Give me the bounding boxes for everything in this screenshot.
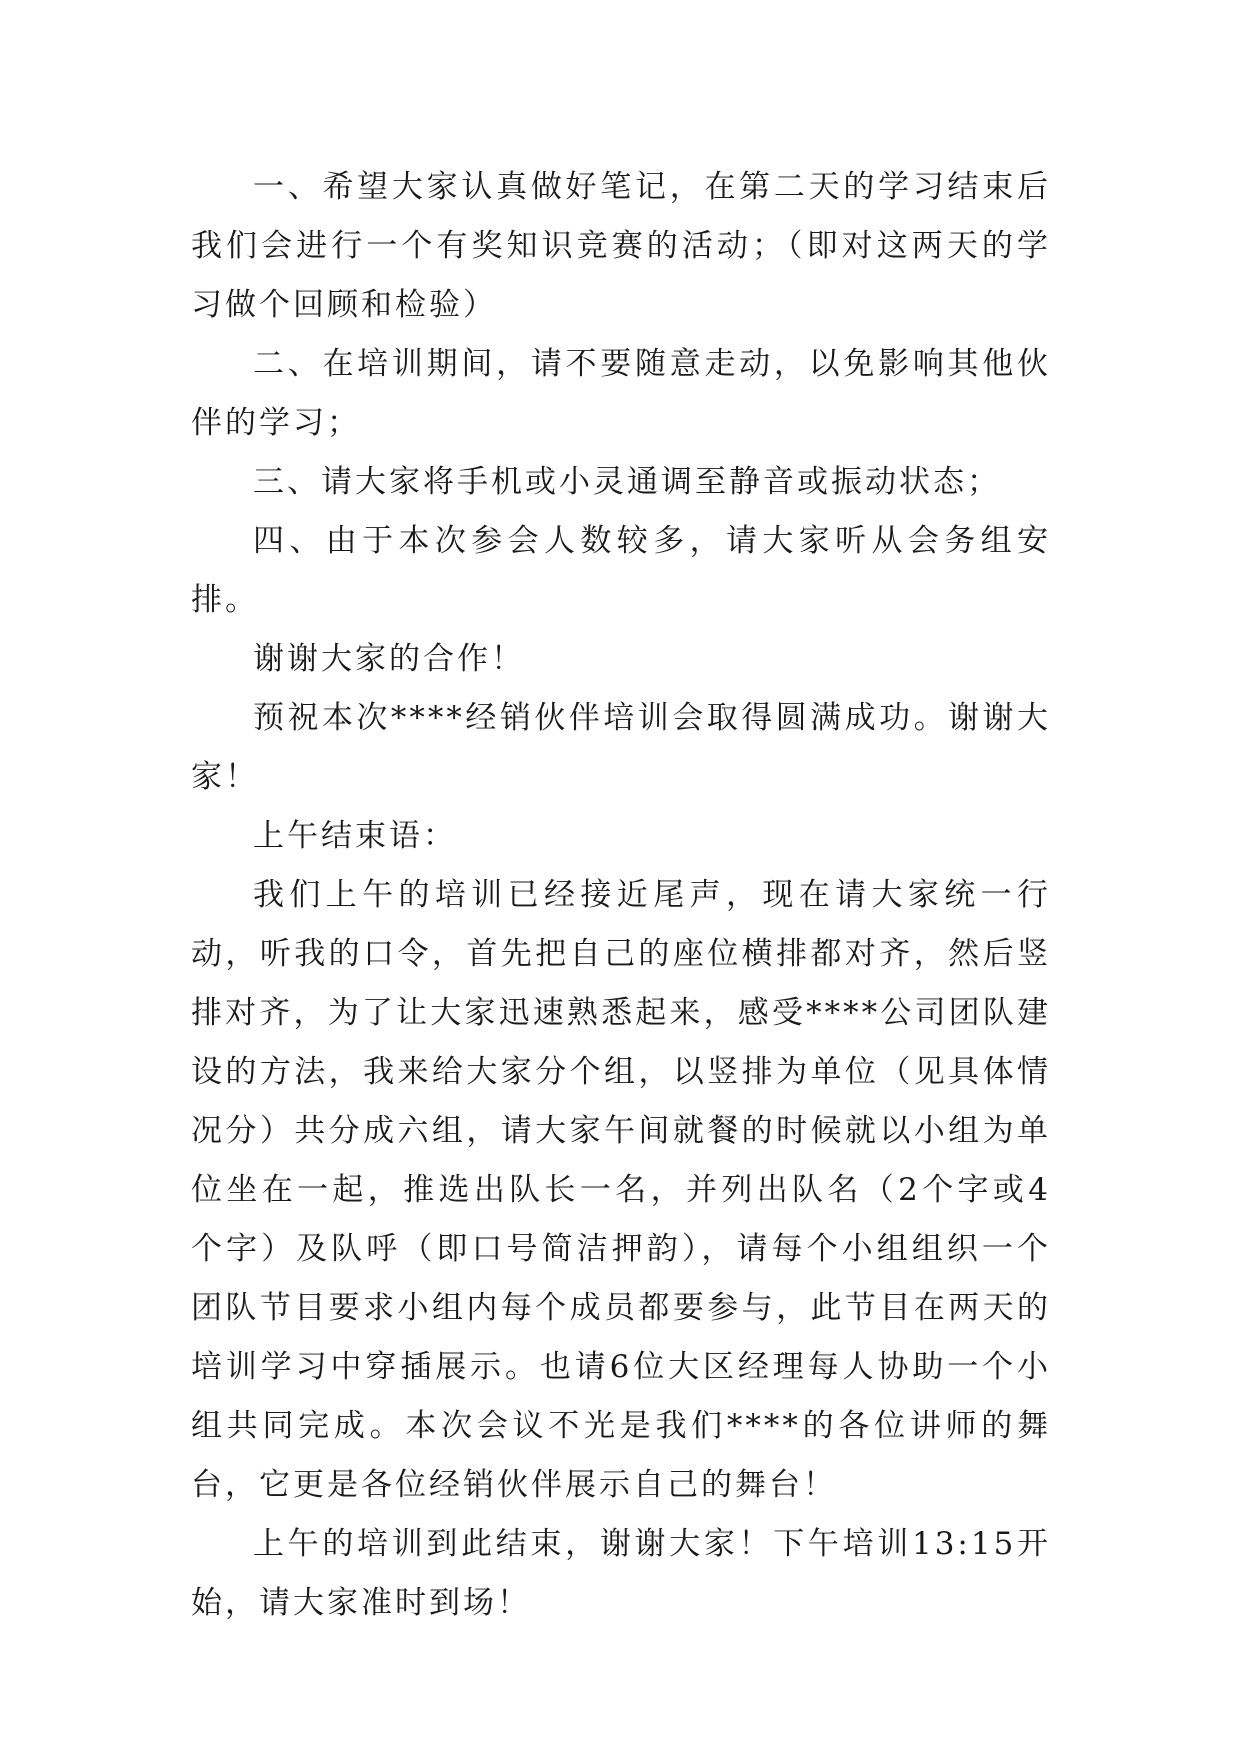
paragraph-morning-closing: 我们上午的培训已经接近尾声，现在请大家统一行动，听我的口令，首先把自己的座位横排都对齐，然后竖排对齐，为了让大家迅速熟悉起来，感受****公司团队建设的方法，我来给大家分个组，以竖排为单位（见具体情况分）共分成六组，请大家午间就餐的时候就以小组为单位坐在一起，推选出队长一名，并列出队名（2个字或4个字）及队呼（即口号简洁押韵），请每个小组组织一个团队节目要求小组内每个成员都要参与，此节目在两天的培训学习中穿插展示。也请6位大区经理每人协助一个小组共同完成。本次会议不光是我们****的各位讲师的舞台，它更是各位经销伙伴展示自己的舞台！ xyxy=(191,877,1051,1503)
paragraph-thanks: 谢谢大家的合作！ xyxy=(253,641,525,677)
document-body xyxy=(191,158,1051,1633)
paragraph-rule-4: 四、由于本次参会人数较多，请大家听从会务组安排。 xyxy=(191,523,1051,618)
section-heading-morning-closing: 上午结束语： xyxy=(253,818,457,854)
paragraph-rule-1: 一、希望大家认真做好笔记，在第二天的学习结束后我们会进行一个有奖知识竞赛的活动；（即对这两天的学习做个回顾和检验） xyxy=(191,169,1051,323)
paragraph-rule-3: 三、请大家将手机或小灵通调至静音或振动状态； xyxy=(253,464,1001,500)
paragraph-rule-2: 二、在培训期间，请不要随意走动，以免影响其他伙伴的学习； xyxy=(191,346,1051,441)
paragraph-afternoon-notice: 上午的培训到此结束，谢谢大家！下午培训13:15开始，请大家准时到场！ xyxy=(191,1526,1051,1621)
paragraph-wishes: 预祝本次****经销伙伴培训会取得圆满成功。谢谢大家！ xyxy=(191,700,1051,795)
